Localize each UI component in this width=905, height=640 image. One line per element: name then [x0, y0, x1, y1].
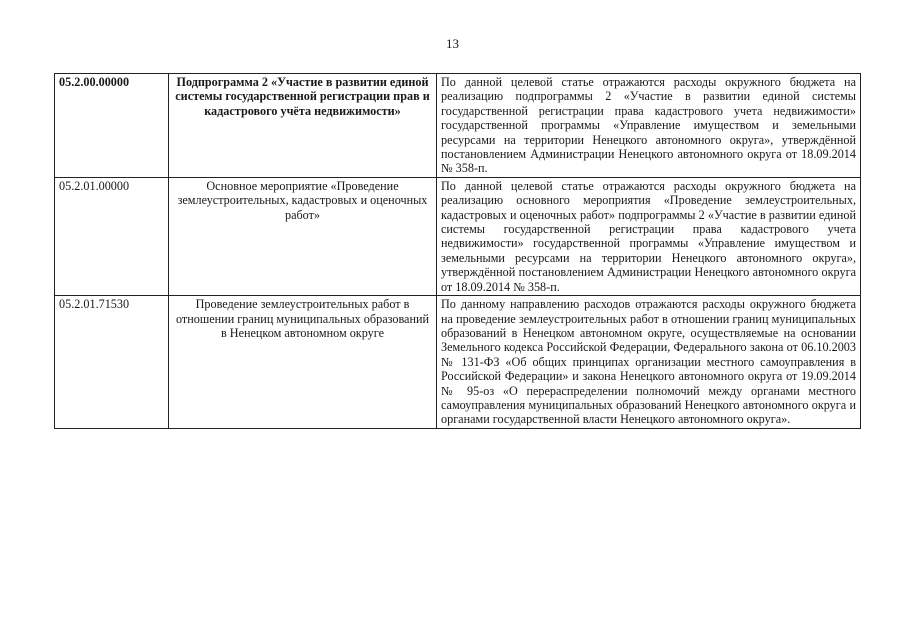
- target-article-description: По данному направлению расходов отражаются расходы окружного бюджета на проведение землеустроительных работ в отношении границ муниципальных образований в Ненецком автономном округе, осуществляемые на основании Земельного кодекса Российской Федерации, Федерального закона от 06.10.2003 № 131-ФЗ «Об общих принципах организации местного самоуправления в Российской Федерации» и закона Ненецкого автономного округа от 19.09.2014 № 95-оз «О перераспределении полномочий между органами местного самоуправления муниципальных образований Ненецкого автономного округа и органами государственной власти Ненецкого автономного округа».: [437, 296, 861, 429]
- target-article-name: Подпрограмма 2 «Участие в развитии единой системы государственной регистрации прав и кадастрового учёта недвижимости»: [169, 74, 437, 178]
- target-article-code: 05.2.00.00000: [55, 74, 169, 178]
- target-article-code: 05.2.01.00000: [55, 177, 169, 295]
- target-article-code: 05.2.01.71530: [55, 296, 169, 429]
- target-article-description: По данной целевой статье отражаются расходы окружного бюджета на реализацию основного мероприятия «Проведение землеустроительных, кадастровых и оценочных работ» подпрограммы 2 «Участие в развитии единой системы государственной регистрации права кадастрового учета недвижимости» государственной программы «Управление имуществом и земельными ресурсами на территории Ненецкого автономного округа», утверждённой постановлением Администрации Ненецкого автономного округа от 18.09.2014 № 358-п.: [437, 177, 861, 295]
- table-row: [55, 74, 861, 178]
- target-article-description: По данной целевой статье отражаются расходы окружного бюджета на реализацию подпрограммы 2 «Участие в развитии единой системы государственной регистрации права кадастрового учета недвижимости» государственной программы «Управление имуществом и земельными ресурсами на территории Ненецкого автономного округа», утверждённой постановлением Администрации Ненецкого автономного округа от 18.09.2014 № 358-п.: [437, 74, 861, 178]
- table-row: [55, 177, 861, 295]
- target-article-name: Проведение землеустроительных работ в отношении границ муниципальных образований в Ненецком автономном округе: [169, 296, 437, 429]
- budget-classification-table: [54, 73, 861, 429]
- target-article-name: Основное мероприятие «Проведение землеустроительных, кадастровых и оценочных работ»: [169, 177, 437, 295]
- table-row: [55, 296, 861, 429]
- page-number: 13: [446, 36, 459, 51]
